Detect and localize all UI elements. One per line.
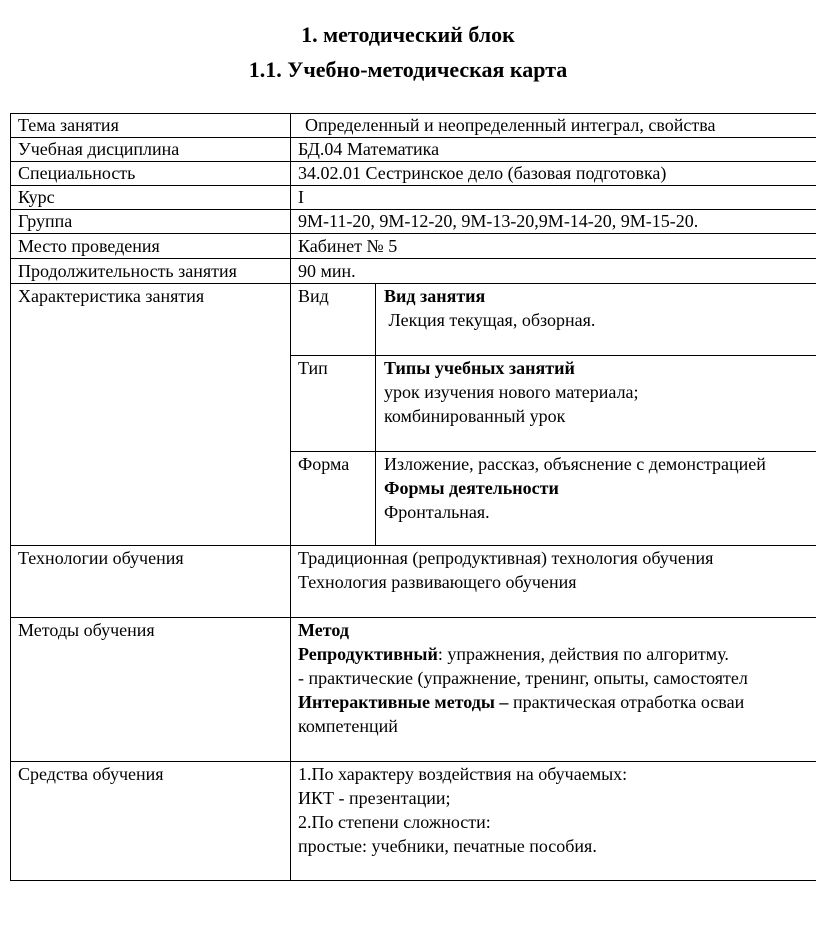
methods-reproductive bbox=[298, 642, 729, 666]
methods-interactive bbox=[298, 690, 744, 714]
means-line-3: 2.По степени сложности: bbox=[298, 812, 491, 832]
section-title: 1. методический блок bbox=[301, 22, 515, 47]
methods-reproductive-bold: Репродуктивный bbox=[298, 644, 438, 664]
vid-text: Лекция текущая, обзорная. bbox=[384, 310, 596, 330]
vid-heading: Вид занятия bbox=[384, 286, 486, 306]
row-value-topic: Определенный и неопределенный интеграл, свойства bbox=[305, 115, 716, 135]
row-label-course: Курс bbox=[18, 187, 55, 207]
row-label-characteristic: Характеристика занятия bbox=[18, 286, 205, 306]
sub-label-vid: Вид bbox=[298, 286, 329, 306]
row-label-location: Место проведения bbox=[18, 236, 160, 256]
methods-interactive-bold: Интерактивные методы – bbox=[298, 692, 509, 712]
row-label-topic: Тема занятия bbox=[18, 115, 119, 135]
methods-practical: - практические (упражнение, тренинг, опыты, самостоятел bbox=[298, 668, 748, 688]
methods-competencies: компетенций bbox=[298, 716, 398, 736]
row-value-location: Кабинет № 5 bbox=[298, 236, 398, 256]
row-value-group: 9М-11-20, 9М-12-20, 9М-13-20,9М-14-20, 9М-15-20. bbox=[298, 211, 699, 231]
means-line-1: 1.По характеру воздействия на обучаемых: bbox=[298, 764, 628, 784]
technologies-line-2: Технология развивающего обучения bbox=[298, 572, 577, 592]
forma-heading: Формы деятельности bbox=[384, 478, 559, 498]
row-value-course: I bbox=[298, 187, 304, 207]
forma-line-1: Изложение, рассказ, объяснение с демонстрацией bbox=[384, 454, 766, 474]
tip-line-2: комбинированный урок bbox=[384, 406, 566, 426]
row-value-discipline: БД.04 Математика bbox=[298, 139, 440, 159]
sub-label-tip: Тип bbox=[298, 358, 328, 378]
tip-line-1: урок изучения нового материала; bbox=[384, 382, 639, 402]
row-value-duration: 90 мин. bbox=[298, 261, 356, 281]
forma-line-2: Фронтальная. bbox=[384, 502, 490, 522]
methods-interactive-text: практическая отработка осваи bbox=[508, 692, 745, 712]
page-title: 1.1. Учебно-методическая карта bbox=[248, 57, 568, 82]
row-label-group: Группа bbox=[18, 211, 73, 231]
means-line-4: простые: учебники, печатные пособия. bbox=[298, 836, 597, 856]
row-label-specialty: Специальность bbox=[18, 163, 136, 183]
row-label-technologies: Технологии обучения bbox=[18, 548, 184, 568]
methods-reproductive-text: : упражнения, действия по алгоритму. bbox=[437, 644, 729, 664]
row-label-discipline: Учебная дисциплина bbox=[18, 139, 180, 159]
means-line-2: ИКТ - презентации; bbox=[298, 788, 451, 808]
methods-heading: Метод bbox=[298, 620, 349, 640]
row-label-methods: Методы обучения bbox=[18, 620, 155, 640]
row-value-specialty: 34.02.01 Сестринское дело (базовая подготовка) bbox=[298, 163, 667, 183]
row-label-duration: Продолжительность занятия bbox=[18, 261, 237, 281]
technologies-line-1: Традиционная (репродуктивная) технология обучения bbox=[298, 548, 714, 568]
sub-label-forma: Форма bbox=[298, 454, 350, 474]
tip-heading: Типы учебных занятий bbox=[384, 358, 575, 378]
row-label-means: Средства обучения bbox=[18, 764, 164, 784]
